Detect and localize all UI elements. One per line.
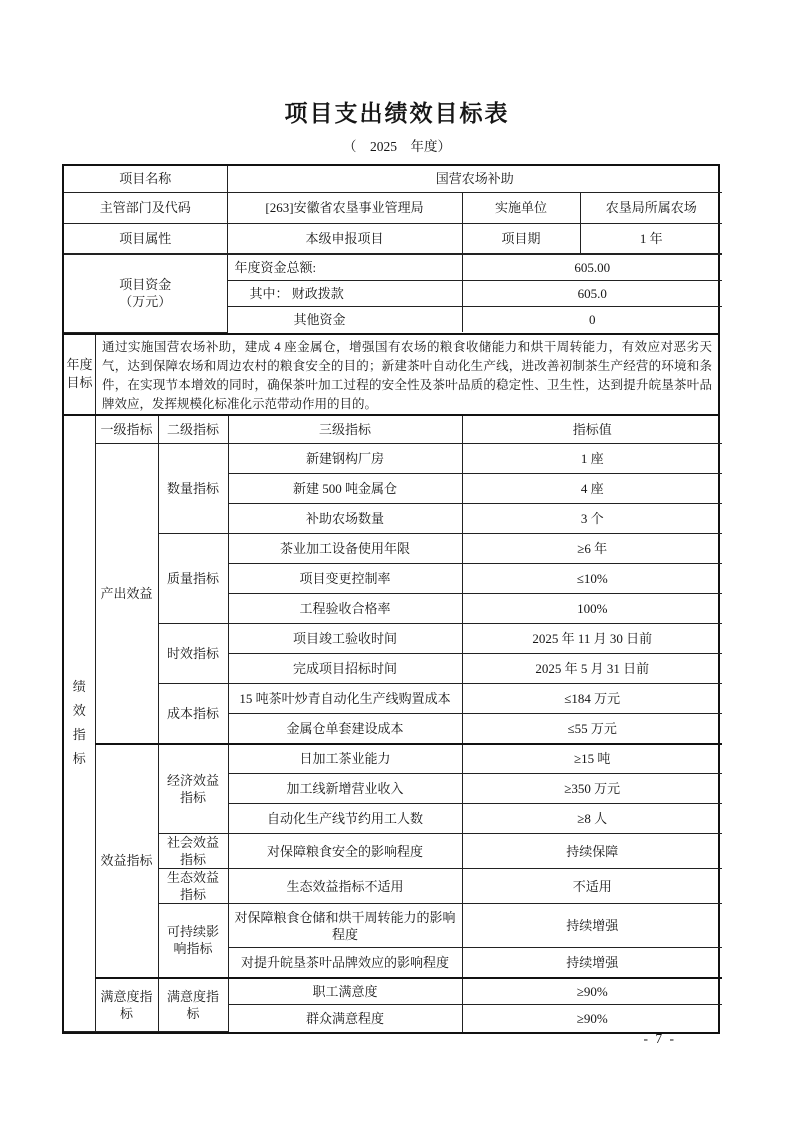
- indicator-row: [64, 744, 722, 774]
- indicator-name-cell: 日加工茶业能力: [228, 744, 462, 774]
- indicators-header-row: [64, 416, 722, 444]
- indicator-value-cell: ≥90%: [462, 978, 722, 1005]
- dept-value: [263]安徽省农垦事业管理局: [227, 192, 462, 223]
- indicator-name-cell: 项目变更控制率: [228, 564, 462, 594]
- impl-unit-value: 农垦局所属农场: [580, 192, 722, 223]
- funds-label-line2: （万元）: [119, 294, 172, 310]
- document-title: 项目支出绩效目标表: [284, 101, 510, 126]
- funds-fiscal-label: 其中： 财政拨款: [227, 280, 462, 306]
- perf-side-label: 绩效指标: [72, 679, 86, 767]
- project-name-value: 国营农场补助: [227, 166, 722, 192]
- funds-total-row: [64, 254, 722, 280]
- level2-social: 社会效益指标: [158, 834, 228, 869]
- attr-value: 本级申报项目: [227, 223, 462, 254]
- dept-label: 主管部门及代码: [64, 192, 227, 223]
- indicator-row: [64, 834, 722, 869]
- funds-label-line1: 项目资金: [119, 277, 172, 293]
- indicator-value-cell: ≥90%: [462, 1005, 722, 1032]
- header-level2: 二级指标: [158, 416, 228, 444]
- performance-indicators-table: [64, 416, 722, 1033]
- funds-other-value: 0: [462, 306, 722, 332]
- annual-goal-text: 通过实施国营农场补助，建成 4 座金属仓，增强国有农场的粮食收储能力和烘干周转能力，有效应对恶劣天气，达到保障农场和周边农村的粮食安全的目的；新建茶叶自动化生产线，进改善初制茶生产经营的环境和条件，在实现节本增效的同时，确保茶叶加工过程的安全性及茶叶品质的稳定性、卫生性，达到提升皖垦茶叶品牌效应，发挥规模化标准化示范带动作用的目的。: [102, 339, 712, 411]
- indicator-value-cell: ≤55 万元: [462, 714, 722, 744]
- level2-economic: 经济效益指标: [158, 744, 228, 834]
- indicator-value-cell: ≥8 人: [462, 804, 722, 834]
- attr-label: 项目属性: [64, 223, 227, 254]
- indicator-value-cell: 2025 年 5 月 31 日前: [462, 654, 722, 684]
- level2-quantity: 数量指标: [158, 444, 228, 534]
- project-info-table: [64, 166, 722, 333]
- level1-output-benefit: 产出效益: [95, 444, 158, 744]
- indicator-name-cell: 新建钢构厂房: [228, 444, 462, 474]
- indicator-value-cell: 持续增强: [462, 948, 722, 978]
- project-name-row: [64, 166, 722, 192]
- indicator-value-cell: ≥15 吨: [462, 744, 722, 774]
- annual-goal-row: [64, 333, 718, 416]
- indicator-value-cell: 不适用: [462, 869, 722, 904]
- level2-cost: 成本指标: [158, 684, 228, 744]
- level1-benefit: 效益指标: [95, 744, 158, 978]
- level2-sustainable: 可持续影响指标: [158, 904, 228, 978]
- indicator-value-cell: 3 个: [462, 504, 722, 534]
- level2-ecological: 生态效益指标: [158, 869, 228, 904]
- page-number: - 7 -: [643, 1031, 676, 1046]
- indicator-name-cell: 工程验收合格率: [228, 594, 462, 624]
- indicator-value-cell: 2025 年 11 月 30 日前: [462, 624, 722, 654]
- indicator-value-cell: 100%: [462, 594, 722, 624]
- indicator-row: [64, 624, 722, 654]
- indicator-name-cell: 15 吨茶叶炒青自动化生产线购置成本: [228, 684, 462, 714]
- perf-side-label-cell: [64, 416, 95, 1032]
- indicator-value-cell: ≤184 万元: [462, 684, 722, 714]
- indicator-name-cell: 项目竣工验收时间: [228, 624, 462, 654]
- indicator-name-cell: 职工满意度: [228, 978, 462, 1005]
- indicator-name-cell: 补助农场数量: [228, 504, 462, 534]
- funds-total-value: 605.00: [462, 254, 722, 280]
- performance-target-table: [62, 164, 720, 1034]
- header-level3: 三级指标: [228, 416, 462, 444]
- indicator-name-cell: 新建 500 吨金属仓: [228, 474, 462, 504]
- indicator-name-cell: 加工线新增营业收入: [228, 774, 462, 804]
- funds-fiscal-value: 605.0: [462, 280, 722, 306]
- indicator-name-cell: 群众满意程度: [228, 1005, 462, 1032]
- indicator-row: [64, 904, 722, 948]
- indicator-row: [64, 444, 722, 474]
- impl-unit-label: 实施单位: [462, 192, 580, 223]
- level2-timeliness: 时效指标: [158, 624, 228, 684]
- indicator-row: [64, 684, 722, 714]
- indicator-value-cell: 1 座: [462, 444, 722, 474]
- indicator-row: [64, 978, 722, 1005]
- indicator-value-cell: 持续增强: [462, 904, 722, 948]
- indicator-row: [64, 534, 722, 564]
- indicator-name-cell: 金属仓单套建设成本: [228, 714, 462, 744]
- indicator-value-cell: 4 座: [462, 474, 722, 504]
- level2-quality: 质量指标: [158, 534, 228, 624]
- annual-goal-label-cell: [64, 335, 96, 414]
- indicator-name-cell: 对保障粮食安全的影响程度: [228, 834, 462, 869]
- level2-satisfaction: 满意度指标: [158, 978, 228, 1032]
- project-name-label: 项目名称: [64, 166, 227, 192]
- indicator-name-cell: 生态效益指标不适用: [228, 869, 462, 904]
- annual-goal-label: 年度目标: [66, 357, 93, 390]
- header-value: 指标值: [462, 416, 722, 444]
- year-label: （ 2025 年度）: [343, 139, 451, 154]
- indicator-row: [64, 869, 722, 904]
- period-value: 1 年: [580, 223, 722, 254]
- indicator-name-cell: 茶业加工设备使用年限: [228, 534, 462, 564]
- indicator-name-cell: 对保障粮食仓储和烘干周转能力的影响程度: [228, 904, 462, 948]
- funds-label: [64, 254, 227, 332]
- level1-satisfaction: 满意度指标: [95, 978, 158, 1032]
- indicator-value-cell: 持续保障: [462, 834, 722, 869]
- header-level1: 一级指标: [95, 416, 158, 444]
- period-label: 项目期: [462, 223, 580, 254]
- funds-other-label: 其他资金: [227, 306, 462, 332]
- indicator-value-cell: ≥6 年: [462, 534, 722, 564]
- attr-row: [64, 223, 722, 254]
- indicator-name-cell: 对提升皖垦茶叶品牌效应的影响程度: [228, 948, 462, 978]
- indicator-value-cell: ≥350 万元: [462, 774, 722, 804]
- indicator-value-cell: ≤10%: [462, 564, 722, 594]
- indicator-name-cell: 完成项目招标时间: [228, 654, 462, 684]
- funds-total-label: 年度资金总额:: [227, 254, 462, 280]
- indicator-name-cell: 自动化生产线节约用工人数: [228, 804, 462, 834]
- dept-row: [64, 192, 722, 223]
